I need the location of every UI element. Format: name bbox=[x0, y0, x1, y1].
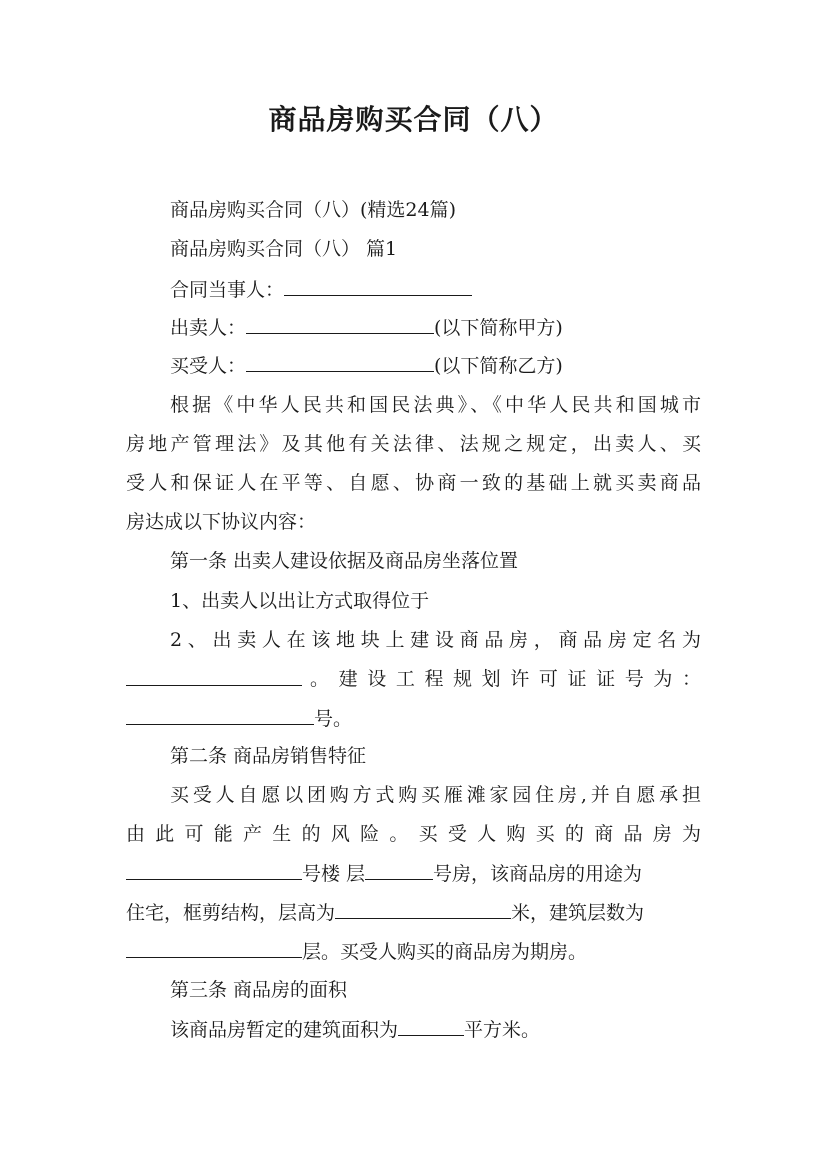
seller-line bbox=[170, 314, 701, 341]
article1-item2: 2、出卖人在该地块上建设商品房，商品房定名为 bbox=[170, 629, 701, 651]
buyer-label: 买受人： bbox=[170, 355, 247, 377]
buyer-suffix: (以下简称乙方) bbox=[434, 355, 563, 377]
contract-party-line bbox=[170, 276, 701, 303]
article2-line: 由此可能产生的风险。买受人购买的商品房为 bbox=[126, 823, 701, 845]
article1-heading: 第一条 出卖人建设依据及商品房坐落位置 bbox=[170, 550, 519, 572]
article1-item2-cont bbox=[126, 666, 701, 692]
article2-heading: 第二条 商品房销售特征 bbox=[170, 745, 367, 767]
article3-heading: 第三条 商品房的面积 bbox=[170, 979, 348, 1001]
seller-blank bbox=[246, 314, 434, 334]
floors-label: 米，建筑层数为 bbox=[511, 902, 645, 924]
floor-blank bbox=[365, 860, 433, 880]
document-title: 商品房购买合同（八） bbox=[268, 103, 559, 136]
seller-label: 出卖人： bbox=[170, 317, 247, 339]
contract-party-label: 合同当事人： bbox=[170, 279, 285, 301]
seller-suffix: (以下简称甲方) bbox=[434, 317, 563, 339]
article2-floors-line bbox=[126, 938, 701, 965]
article3-area-line bbox=[170, 1016, 701, 1043]
preamble-line: 根据《中华人民共和国民法典》、《中华人民共和国城市 bbox=[170, 394, 701, 416]
preamble-line: 房地产管理法》及其他有关法律、法规之规定，出卖人、买 bbox=[126, 433, 701, 455]
article2-line: 买受人自愿以团购方式购买雁滩家园住房,并自愿承担 bbox=[170, 784, 701, 806]
building-floor-label: 号楼 层 bbox=[302, 863, 366, 885]
subtitle-line: 商品房购买合同（八）(精选24篇) bbox=[170, 199, 457, 221]
project-name-blank bbox=[126, 666, 302, 686]
contract-party-blank bbox=[284, 276, 472, 296]
article1-item1: 1、出卖人以出让方式取得位于 bbox=[170, 590, 430, 612]
building-number-blank bbox=[126, 860, 302, 880]
permit-number-blank bbox=[126, 705, 314, 725]
floor-height-blank bbox=[335, 899, 511, 919]
floors-count-blank bbox=[126, 938, 302, 958]
buyer-blank bbox=[246, 352, 434, 372]
buyer-line bbox=[170, 352, 701, 379]
area-unit: 平方米。 bbox=[464, 1019, 541, 1041]
section-heading: 商品房购买合同（八） 篇1 bbox=[170, 238, 398, 260]
permit-number-suffix: 号。 bbox=[314, 708, 353, 730]
presale-text: 层。买受人购买的商品房为期房。 bbox=[302, 941, 588, 963]
article2-height-line bbox=[126, 899, 701, 926]
permit-label: 。建设工程规划许可证证号为： bbox=[310, 668, 701, 690]
area-blank bbox=[398, 1016, 464, 1036]
unit-usage-label: 号房，该商品房的用途为 bbox=[433, 863, 643, 885]
permit-number-line bbox=[126, 705, 701, 732]
preamble-line: 受人和保证人在平等、自愿、协商一致的基础上就买卖商品 bbox=[126, 472, 701, 494]
area-label: 该商品房暂定的建筑面积为 bbox=[170, 1019, 399, 1041]
preamble-line: 房达成以下协议内容： bbox=[126, 511, 317, 533]
article2-unit-line bbox=[126, 860, 701, 887]
structure-label: 住宅，框剪结构，层高为 bbox=[126, 902, 336, 924]
